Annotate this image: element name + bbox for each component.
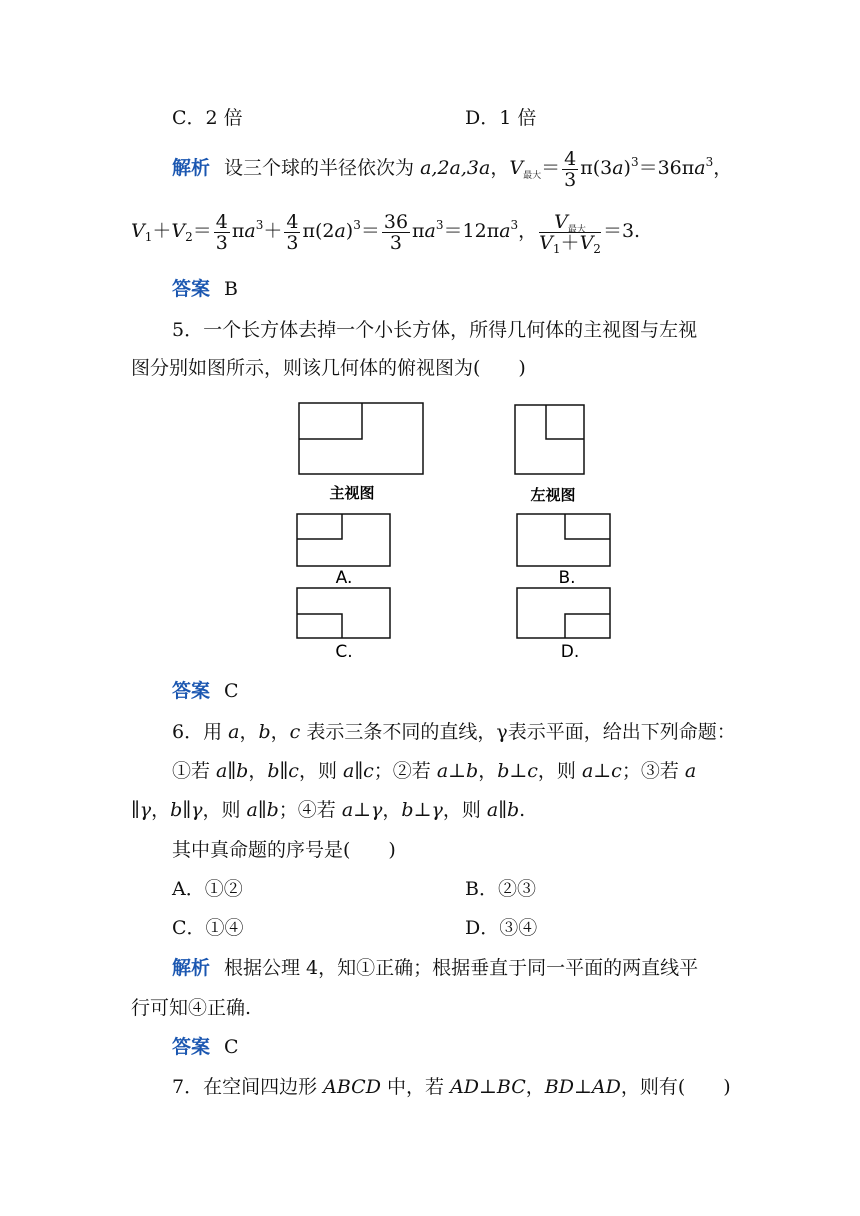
option-d-label: D.: [560, 642, 580, 662]
q5-stem-line2: 图分别如图所示，则该几何体的俯视图为( ): [131, 357, 526, 379]
ratio-fraction: $\frac{V_{最大}}{V_1+V_2}$: [539, 210, 601, 256]
answer-label: 答案: [172, 278, 211, 300]
q6-question: 其中真命题的序号是( ): [172, 839, 396, 861]
option-c-view: [297, 588, 390, 638]
option-b-view: [517, 514, 610, 566]
q6-option-d: D．③④: [465, 917, 538, 939]
answer-value: C: [224, 1036, 239, 1058]
q6-analysis-line2: 行可知④正确.: [131, 997, 252, 1019]
q5-answer: [172, 678, 239, 704]
v-max-sub: 最大: [523, 171, 542, 181]
q4-option-d: D．1 倍: [465, 107, 537, 129]
option-c-label: C.: [335, 642, 353, 662]
q7-stem: 7．在空间四边形 ABCD 中，若 AD⊥BC，BD⊥AD，则有( ): [172, 1076, 731, 1098]
left-view-label: 左视图: [530, 486, 576, 504]
q6-analysis-line1: [172, 955, 698, 981]
q6-propositions-line1: ①若 a∥b，b∥c，则 a∥c；②若 a⊥b，b⊥c，则 a⊥c；③若 a: [172, 760, 697, 782]
option-a-view: [297, 514, 390, 566]
analysis-label: 解析: [172, 957, 211, 979]
option-a-label: A.: [335, 568, 353, 588]
answer-value: B: [224, 278, 238, 300]
q4-answer: [172, 276, 238, 302]
left-view-notch: [546, 405, 584, 439]
q6-option-c: C．①④: [172, 917, 244, 939]
answer-label: 答案: [172, 680, 211, 702]
analysis-text: 根据公理 4，知①正确；根据垂直于同一平面的两直线平: [224, 957, 699, 979]
q5-figure: [0, 395, 860, 675]
q4-option-c: C．2 倍: [172, 107, 243, 129]
q6-answer: [172, 1034, 239, 1060]
front-view-label: 主视图: [329, 484, 375, 502]
q4-analysis-line2: $V_1+V_2=$ $\frac{4}{3}$ $\pi a^3+$ $\frac{4}{3}$ $\pi(2a)^3=$ $\frac{36}{3}$ $\pi a^3=12\pi a^3$， $\frac{V_{最大}}{V_1+V_2}$ ＝3.: [131, 210, 641, 256]
fraction: $\frac{4}{3}$: [564, 147, 577, 191]
q6-propositions-line2: ∥γ，b∥γ，则 a∥b；④若 a⊥γ，b⊥γ，则 a∥b.: [131, 799, 526, 821]
analysis-label: 解析: [172, 157, 211, 179]
answer-value: C: [224, 680, 239, 702]
analysis-text: 设三个球的半径依次为: [224, 157, 415, 179]
q6-option-a: A．①②: [172, 878, 243, 900]
q6-option-b: B．②③: [465, 878, 536, 900]
option-b-label: B.: [558, 568, 576, 588]
front-view-notch: [299, 403, 362, 439]
radii: a,2a,3a: [420, 157, 491, 179]
q6-stem: 6．用 a，b，c 表示三条不同的直线，γ表示平面，给出下列命题：: [172, 721, 736, 743]
answer-label: 答案: [172, 1036, 211, 1058]
q5-stem-line1: 5．一个长方体去掉一个小长方体，所得几何体的主视图与左视: [172, 319, 698, 341]
option-d-view: [517, 588, 610, 638]
q4-analysis-line1: 解析 设三个球的半径依次为 a,2a,3a，$V_{最大}=$ $\frac{4}{3}$ $\pi(3a)^3=36\pi a^3$，: [172, 147, 733, 191]
